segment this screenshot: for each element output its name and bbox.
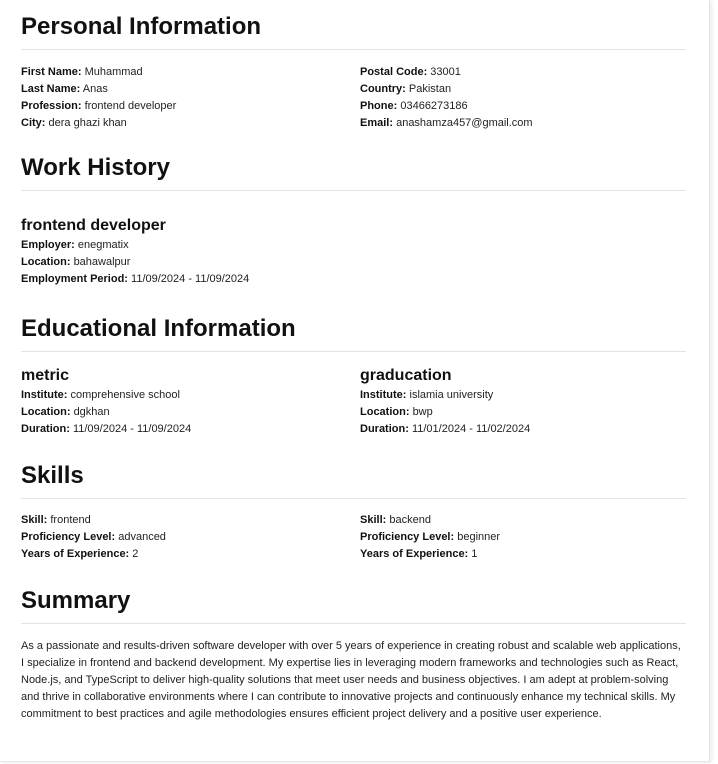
work-history-heading: Work History [21,154,686,191]
education-location-field: Location: bwp [360,406,433,418]
job-title: frontend developer [21,217,166,234]
phone-field: Phone: 03466273186 [360,100,468,112]
employer-field: Employer: enegmatix [21,239,129,251]
education-title: graducation [360,367,452,384]
email-field: Email: anashamza457@gmail.com [360,117,533,129]
first-name-field: First Name: Muhammad [21,66,143,78]
summary-section [21,587,686,723]
years-experience-field: Years of Experience: 2 [21,548,139,560]
education-section [21,315,686,435]
years-experience-field: Years of Experience: 1 [360,548,478,560]
summary-text: As a passionate and results-driven software developer with over 5 years of experience in creating robust and scalable web applications, I specialize in frontend and backend development. My expertise lies in leveraging modern frameworks and technologies such as React, Node.js, and TypeScript to deliver high-quality solutions that meet user needs and business objectives. I am adept at problem-solving and thrive in collaborative environments where I can contribute to innovative projects and continuously enhance my technical skills. My commitment to best practices and agile methodologies ensures efficient project delivery and a positive user experience. [21,640,681,720]
institute-field: Institute: comprehensive school [21,389,180,401]
duration-field: Duration: 11/09/2024 - 11/09/2024 [21,423,192,435]
work-entry [21,216,686,288]
proficiency-field: Proficiency Level: beginner [360,531,501,543]
personal-info-right-column [360,64,680,132]
skills-section [21,462,686,560]
summary-heading: Summary [21,587,686,624]
personal-info-grid [21,64,686,132]
education-title: metric [21,367,70,384]
skills-heading: Skills [21,462,686,499]
city-field: City: dera ghazi khan [21,117,127,129]
institute-field: Institute: islamia university [360,389,494,401]
skill-entry [360,512,680,563]
personal-info-section [21,13,686,132]
postal-code-field: Postal Code: 33001 [360,66,461,78]
proficiency-field: Proficiency Level: advanced [21,531,166,543]
skill-entry [21,512,341,563]
skill-name-field: Skill: backend [360,514,431,526]
employment-period-field: Employment Period: 11/09/2024 - 11/09/2024 [21,273,250,285]
work-history-section [21,154,686,288]
profession-field: Profession: frontend developer [21,100,177,112]
education-location-field: Location: dgkhan [21,406,110,418]
education-entry [21,366,341,438]
personal-info-left-column [21,64,341,132]
personal-info-heading: Personal Information [21,13,686,50]
duration-field: Duration: 11/01/2024 - 11/02/2024 [360,423,531,435]
last-name-field: Last Name: Anas [21,83,108,95]
education-heading: Educational Information [21,315,686,352]
country-field: Country: Pakistan [360,83,452,95]
education-entry [360,366,680,438]
work-location-field: Location: bahawalpur [21,256,131,268]
skill-name-field: Skill: frontend [21,514,91,526]
